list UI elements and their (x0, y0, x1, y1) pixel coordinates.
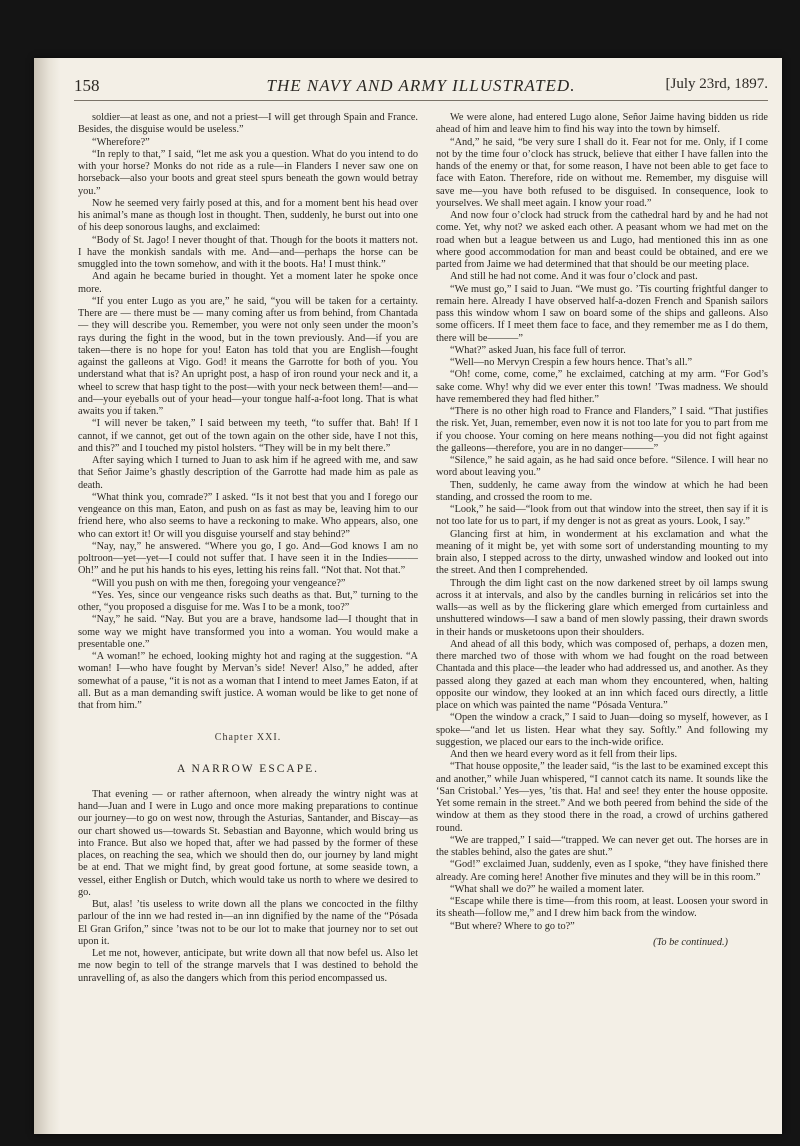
paragraph: Through the dim light cast on the now darkened street by oil lamps swung across it at intervals, and also by the candles burning in relicários set into the walls—as well as by the flickering glare which emerged from curtainless and unshuttered windows—I saw a band of men slowly passing, their drawn swords in their hands or musketoons upon their shoulders. (436, 577, 768, 638)
paragraph: “What think you, comrade?” I asked. “Is it not best that you and I forego our vengeance on this man, Eaton, and push on as fast as may be, leaving him to our friend here, who also seems to have a reckoning to make. Who appears, also, one who can extort it! Or will you disguise yourself and stay behind?” (78, 491, 418, 540)
paragraph: And again he became buried in thought. Yet a moment later he spoke once more. (78, 271, 418, 295)
paragraph: And ahead of all this body, which was composed of, perhaps, a dozen men, there marched two of those with whom we had fought on the road between Chantada and this place—the leader who had addressed us, and another. As they passed along they gazed at each man whom they encountered, when, halting opposite our window, they looked at an inn which faced ours directly, a little place on which was painted the name “Pósada Ventura.” (436, 638, 768, 711)
issue-date: [July 23rd, 1897. (665, 76, 768, 92)
paragraph: “Will you push on with me then, foregoing your vengeance?” (92, 577, 346, 589)
paragraph: “Open the window a crack,” I said to Juan—doing so myself, however, as I spoke—“and let us listen. Hear what they say. Softly.” And following my suggestion, we placed our ears to the inch-wide orifice. (436, 712, 768, 748)
paragraph: Let me not, however, anticipate, but write down all that now befel us. Also let me now begin to tell of the strange marvels that I was destined to behold the unravelling of, as also the dangers which from this period encompassed us. (78, 948, 418, 984)
paragraph: “I will never be taken,” I said between my teeth, “to suffer that. Bah! If I cannot, if we cannot, get out of the town again on the other side, have I not this, and this?” and I touched my pistol holsters. “They will be in my belt there.” (78, 418, 418, 454)
paragraph: And still he had not come. And it was four o’clock and past. (450, 271, 698, 283)
page-number: 158 (74, 76, 100, 95)
paragraph: “Body of St. Jago! I never thought of that. Though for the boots it matters not. I have the monkish sandals with me. And—and—perhaps the horse can be smuggled into the town somehow, and with it the boots. Ha! I must think.” (78, 234, 418, 270)
paragraph: “But where? Where to go to?” (450, 920, 575, 932)
right-column (436, 112, 768, 1122)
paragraph: “Nay, nay,” he answered. “Where you go, I go. And—God knows I am no poltroon—yet—yet—I could not suffer that. I have seen it in the Indies———Oh!” and he put his hands to his eyes, letting his reins fall. “Not that. Not that.” (78, 540, 418, 577)
paragraph: And now four o’clock had struck from the cathedral hard by and he had not come. Yet, why not? we asked each other. A peasant whom we had met on the road when but a league between us and Lugo, had mentioned this inn as one where good accommodation for man and beast could be obtained, and ere we parted from Jaime we had determined that that should be our meeting place. (436, 210, 768, 270)
running-header (74, 74, 768, 101)
paragraph: “In reply to that,” I said, “let me ask you a question. What do you intend to do with your horse? Monks do not ride as a rule—in Flanders I never saw one on horseback—also your boots and great steel spurs beneath the gown would betray you.” (78, 148, 418, 197)
left-paragraphs-after (78, 789, 418, 985)
paragraph: “Escape while there is time—from this room, at least. Loosen your sword in its sheath—follow me,” and I drew him back from the window. (436, 896, 768, 920)
paragraph: Then, suddenly, he came away from the window at which he had been standing, and crossed the room to me. (436, 479, 768, 503)
paragraph: “What shall we do?” he wailed a moment later. (450, 883, 645, 895)
chapter-heading: Chapter XXI. (214, 732, 282, 744)
paragraph: “There is no other high road to France and Flanders,” I said. “That justifies the risk. Yet, Juan, remember, even now it is not too late for you to part from me if you choose. Your coming on here means nothing—you did not fight against the galleons—therefore, you are in no danger———” (436, 406, 768, 454)
chapter-title: A NARROW ESCAPE. (176, 762, 319, 775)
paragraph: “If you enter Lugo as you are,” he said, “you will be taken for a certainty. There are — there must be — many coming after us from behind, from Chantada — they will describe you. Remember, you were not only seen under the moon’s rays during the fight in the wood, but in the town previously. And—if you are taken—there is no hope for you! Eaton has told that you are English—fought against the galleons at Vigo. God! it means the Garrotte for both of you. You understand what that is? An upright post, a hasp of iron round your neck and it, a wheel to screw that hasp tight to the post—with your neck between them!—and—and—your eyeballs out of your head—your tongue half-a-foot long. That is what awaits you if taken.” (78, 295, 418, 417)
paragraph: We were alone, had entered Lugo alone, Señor Jaime having bidden us ride ahead of him and leave him to find his way into the town by himself. (436, 112, 768, 136)
paragraph: “What?” asked Juan, his face full of terror. (450, 344, 626, 356)
magazine-page (34, 58, 782, 1134)
paragraph: Glancing first at him, in wonderment at his exclamation and what the meaning of it might be, yet with some sort of understanding mounting to my brain also, I stepped across to the dirty, unwashed window and looked out into the street. And then I comprehended. (436, 528, 768, 577)
publication-title: THE NAVY AND ARMY ILLUSTRATED. (266, 76, 576, 95)
paragraph: “And,” he said, “be very sure I shall do it. Fear not for me. Only, if I come not by the time four o’clock has struck, believe that either I have fallen into the hands of the enemy or that, for some reason, I have not been able to get face to face with Eaton. Therefore, ride on without me. Remember, my disguise will save me—you have both refused to be disguised. In consequence, look to yourselves. We shall meet again. I know your road.” (436, 136, 768, 209)
paragraph: “God!” exclaimed Juan, suddenly, even as I spoke, “they have finished there already. Are coming here! Another five minutes and they will be in this room.” (436, 859, 768, 883)
paragraph: “We are trapped,” I said—“trapped. We can never get out. The horses are in the stables behind, also the gates are shut.” (436, 834, 768, 858)
paragraph: soldier—at least as one, and not a priest—I will get through Spain and France. Besides, the disguise would be useless.” (78, 112, 418, 136)
paragraph: “Wherefore?” (92, 136, 150, 148)
to-be-continued: (To be continued.) (653, 936, 728, 948)
paragraph: But, alas! ’tis useless to write down all the plans we concocted in the filthy parlour of the inn we had rested in—an inn dignified by the name of the “Pósada El Gran Grifon,” since ’twas not to be our lot to make that journey nor to set out upon it. (78, 899, 418, 947)
left-paragraphs-before (78, 112, 418, 712)
paragraph: “That house opposite,” the leader said, “is the last to be examined except this and another,” while Juan whispered, “I cannot catch its name. It sounds like the ‘San Cristobal.’ Yes—yes, ’tis that. Ha! and see! they enter the house opposite. Yet some remain in the street.” And we both peered from behind the side of the window at them as they stood there in the road, a crowd of urchins gathered round. (436, 761, 768, 834)
paragraph: “We must go,” I said to Juan. “We must go. ’Tis courting frightful danger to remain here. Already I have observed half-a-dozen French and Spanish sailors pass this window whom I saw on board some of the ships and galleons. Also some officers. If I meet them face to face, and they remember me as I do them, there will be———” (436, 283, 768, 344)
paragraph: That evening — or rather afternoon, when already the wintry night was at hand—Juan and I were in Lugo and once more making preparations to continue our journey—to go on west now, through the Asturias, Santander, and Biscay—as our chart showed us—towards St. Sebastian and Bayonne, which would bring us into France. But also we hoped that, after we had passed by the former of these places, on reaching the sea, which we should then do, our journey by land might be at end. That we might find, by great good fortune, at some seaside town, a vessel, either English or Dutch, which would take us north to where we desired to go. (78, 788, 418, 898)
paragraph: Now he seemed very fairly posed at this, and for a moment bent his head over his animal’s mane as though lost in thought. Then, suddenly, he burst out into one of his deep sonorous laughs, and exclaimed: (78, 197, 418, 234)
paragraph: “Well—no Mervyn Crespin a few hours hence. That’s all.” (450, 357, 693, 368)
paragraph: After saying which I turned to Juan to ask him if he agreed with me, and saw that Señor Jaime’s ghastly description of the Garrotte had made him as pale as death. (78, 455, 418, 491)
left-column (78, 112, 418, 1122)
paragraph: “Oh! come, come, come,” he exclaimed, catching at my arm. “For God’s sake come. Why! why did we ever enter this town! ’Twas madness. We should have remembered they had fled hither.” (436, 369, 768, 405)
paragraph: And then we heard every word as it fell from their lips. (450, 749, 678, 760)
page-spine-shadow (34, 58, 60, 1134)
paragraph: “Yes. Yes, since our vengeance risks such deaths as that. But,” turning to the other, “you proposed a disguise for me. Was I to be a monk, too?” (78, 589, 418, 613)
right-paragraphs (436, 112, 768, 933)
paragraph: “Silence,” he said again, as he had said once before. “Silence. I will hear no word about leaving you.” (436, 455, 768, 479)
paragraph: “Look,” he said—“look from out that window into the street, then say if it is not too late for us to part, if my denger is not as great as yours. Look, I say.” (436, 504, 768, 528)
paragraph: “Nay,” he said. “Nay. But you are a brave, handsome lad—I thought that in some way we might have transformed you into a woman. You would make a presentable one.” (78, 614, 418, 650)
paragraph: “A woman!” he echoed, looking mighty hot and raging at the suggestion. “A woman! I—who have fought by Mervan’s side! Never! Also,” he added, after somewhat of a pause, “it is not as a woman that I intend to meet James Eaton, if at all. But as a man demanding swift justice. A woman would be like to get none of that from him.” (78, 651, 418, 711)
